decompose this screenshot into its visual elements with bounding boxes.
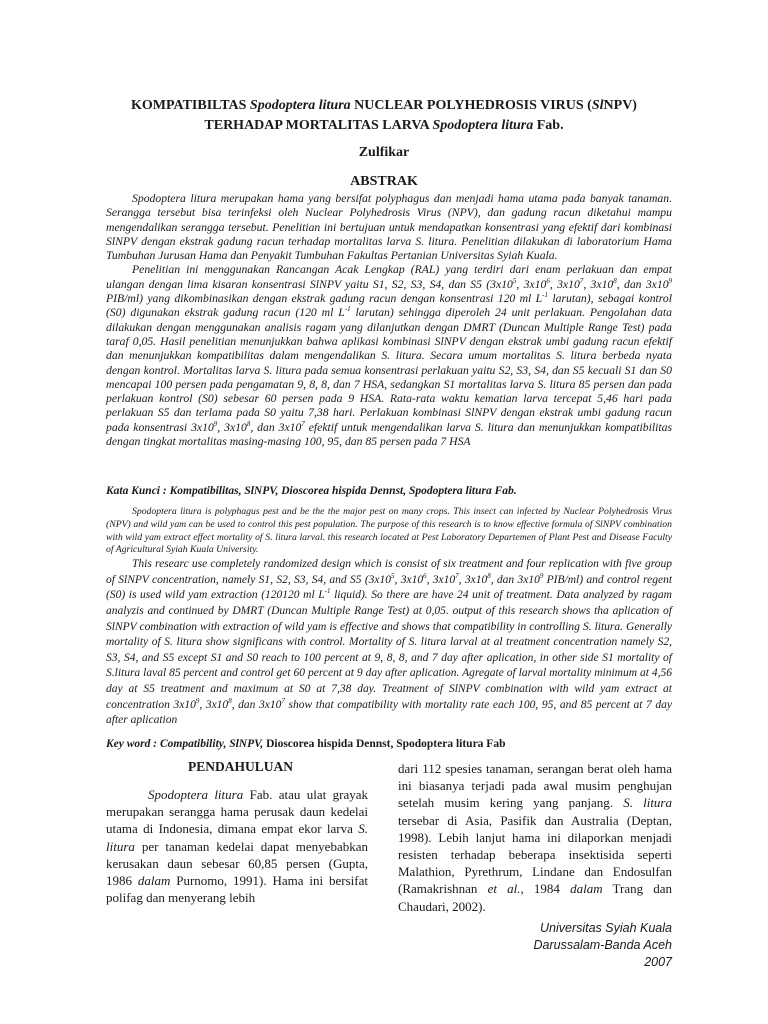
intro-right-paragraph: dari 112 spesies tanaman, serangan berat oleh hama ini biasanya terjadi pada awal musim penghujan setelah musim kering yang panjang. S. litura tersebar di Asia, Pasifik dan Australia (Deptan, 1998). Lebih lanjut hama ini dilaporkan menjadi resisten terhadap beberapa insektisida seperti Malathion, Pyrethrum, Lindane dan Endosulfan (Ramakrishnan et al., 1984 dalam Trang dan Chaudari, 2002). xyxy=(398,761,673,914)
paper-title xyxy=(80,96,688,136)
intro-right-column xyxy=(398,760,672,915)
author-name: Zulfikar xyxy=(358,145,410,160)
title-line-1: KOMPATIBILTAS Spodoptera litura NUCLEAR POLYHEDROSIS VIRUS (SlNPV) xyxy=(131,98,637,113)
kata-kunci: Kata Kunci : Kompatibilitas, SlNPV, Dioscorea hispida Dennst, Spodoptera litura Fab. xyxy=(106,485,517,497)
abstrak-body xyxy=(106,192,672,449)
pendahuluan-heading: PENDAHULUAN xyxy=(188,759,294,774)
intro-left-column xyxy=(106,786,368,906)
title-line-2: TERHADAP MORTALITAS LARVA Spodoptera litura Fab. xyxy=(204,118,564,133)
abstrak-paragraph-1: Spodoptera litura merupakan hama yang bersifat polyphagus dan menjadi hama utama pada banyak tanaman. Serangga tersebut bisa terinfeksi oleh Nuclear Polyhedrosis Virus (NPV), dan gadung racun diketahui mampu mengendalikan serangga tersebut. Penelitian ini bertujuan untuk mendapatkan konsentrasi yang efektif dari kombinasi SlNPV dengan ekstrak gadung racun terhadap mortalitas larva S. litura. Penelitian dilakukan di laboratorium Hama Tumbuhan Jurusan Hama dan Penyakit Tumbuhan Fakultas Pertanian Universitas Syiah Kuala. xyxy=(106,192,672,263)
abstrak-paragraph-2: Penelitian ini menggunakan Rancangan Acak Lengkap (RAL) yang terdiri dari enam perlakuan dan empat ulangan dengan lima kisaran konsentrasi SlNPV yaitu S1, S2, S3, S4, dan S5 ($3x10^5$, $3x10^6$, $3x10^7$, $3x10^8$, dan $3x10^9$ PIB/ml) yang dikombinasikan dengan ekstrak gadung racun dengan konsentrasi 120 ml $L^{-1}$ larutan), sebagai kontrol (S0) digunakan ekstrak gadung racun (120 ml $L^{-1}$ larutan) sehingga diperoleh 24 unit perlakuan. Pengolahan data dilakukan dengan menggunakan analisis ragam yang dilanjutkan dengan DMRT (Duncan Multiple Range Test) pada taraf 0,05. Hasil penelitian menunjukkan bahwa aplikasi kombinasi SlNPV dengan ekstrak umbi gadung racun efektif dan menunjukkan kompatibilitas dalam mengendalikan S. litura. Secara umum mortalitas S. litura berbeda nyata dengan kontrol. Mortalitas larva S. litura pada semua konsentrasi perlakuan yaitu S2, S3, S4, dan S5 kecuali S1 dan S0 mencapai 100 persen pada pengamatan 9, 8, 8, dan 7 HSA, sedangkan S1 mortalitas larva S. litura 85 persen dan pada perlakuan kontrol (S0) sebesar 60 persen pada 9 HSA. Rata-rata waktu kematian larva tercepat 5,46 hari pada perlakuan S5 dan terlama pada S0 yaitu 7,38 hari. Perlakuan kombinasi SlNPV dengan ekstrak umbi gadung racun pada konsentrasi $3x10^9$, $3x10^8$, dan $3x10^7$ efektif untuk mengendalikan larva S. litura dan menunjukkan kompatibilitas dengan tingkat mortalitas masing-masing 100, 95, dan 85 persen pada 7 HSA xyxy=(106,263,673,449)
footer-university: Universitas Syiah Kuala xyxy=(539,921,672,935)
abstract-english xyxy=(106,506,672,729)
intro-left-paragraph: Spodoptera litura Fab. atau ulat grayak merupakan serangga hama perusak daun kedelai utama di Indonesia, dimana empat ekor larva S. litura per tanaman kedelai dapat menyebabkan kerusakan daun sebesar 60,85 persen (Gupta, 1986 dalam Purnomo, 1991). Hama ini bersifat polifag dan menyerang lebih xyxy=(106,787,368,906)
abstract-en-paragraph-1: Spodoptera litura is polyphagus pest and be the the major pest on many crops. This insect can infected by Nuclear Polyhedrosis Virus (NPV) and wild yam can be used to control this pest population. The purpose of this research is to know effective formula of SlNPV combination with wild yam extract effect mortality of S. litura larval. this research located at Pest Laboratory Departemen of Plant Pest and Disease Faculty of Agricultural Syiah Kuala University. xyxy=(106,506,672,556)
abstract-en-paragraph-2: This researc use completely randomized design which is consist of six treatment and four replication with five group of SlNPV concentration, namely S1, S2, S3, S4, and S5 ($3x10^5$, $3x10^6$, $3x10^7$, $3x10^8$, dan $3x10^9$ PIB/ml) and control regent (S0) is used wild yam extraction (120120 ml $L^{-1}$ liquid). So there are have 24 unit of treatment. Data analyzed by ragam analyzis and continued by DMRT (Duncan Multiple Range Test) at 0,05. output of this research shows tha aplication of SlNPV combination with extraction of wild yam is effective and shows that compatibility in controlling S. litura. Generally mortality of S. litura show significans with control. Mortality of S. litura larval at al treatment concentration namely S2, S3, S4, and S5 except S1 and S0 reach to 100 percent at 9, 8, 8, and 7 day after aplication, in other side S1 mortality of S.litura laval 85 percent and control get 60 percent at 9 day after aplication. Agregate of larval mortality minimum at 4,56 day at S5 treatment and maximum at S0 at 7,38 day. Treatment of SlNPV combination with wild yam extract at concentration $3x10^9$, $3x10^8$, dan $3x10^7$ show that compatibility with mortality rate each 100, 95, and 85 percent at 7 day after aplication xyxy=(106,558,673,727)
abstract-heading: ABSTRAK xyxy=(350,174,418,189)
footer-year: 2007 xyxy=(644,955,672,969)
footer-location: Darussalam-Banda Aceh xyxy=(533,938,672,952)
institution-footer xyxy=(534,920,673,971)
key-word: Key word : Compatibility, SlNPV, Dioscorea hispida Dennst, Spodoptera litura Fab xyxy=(106,738,506,750)
